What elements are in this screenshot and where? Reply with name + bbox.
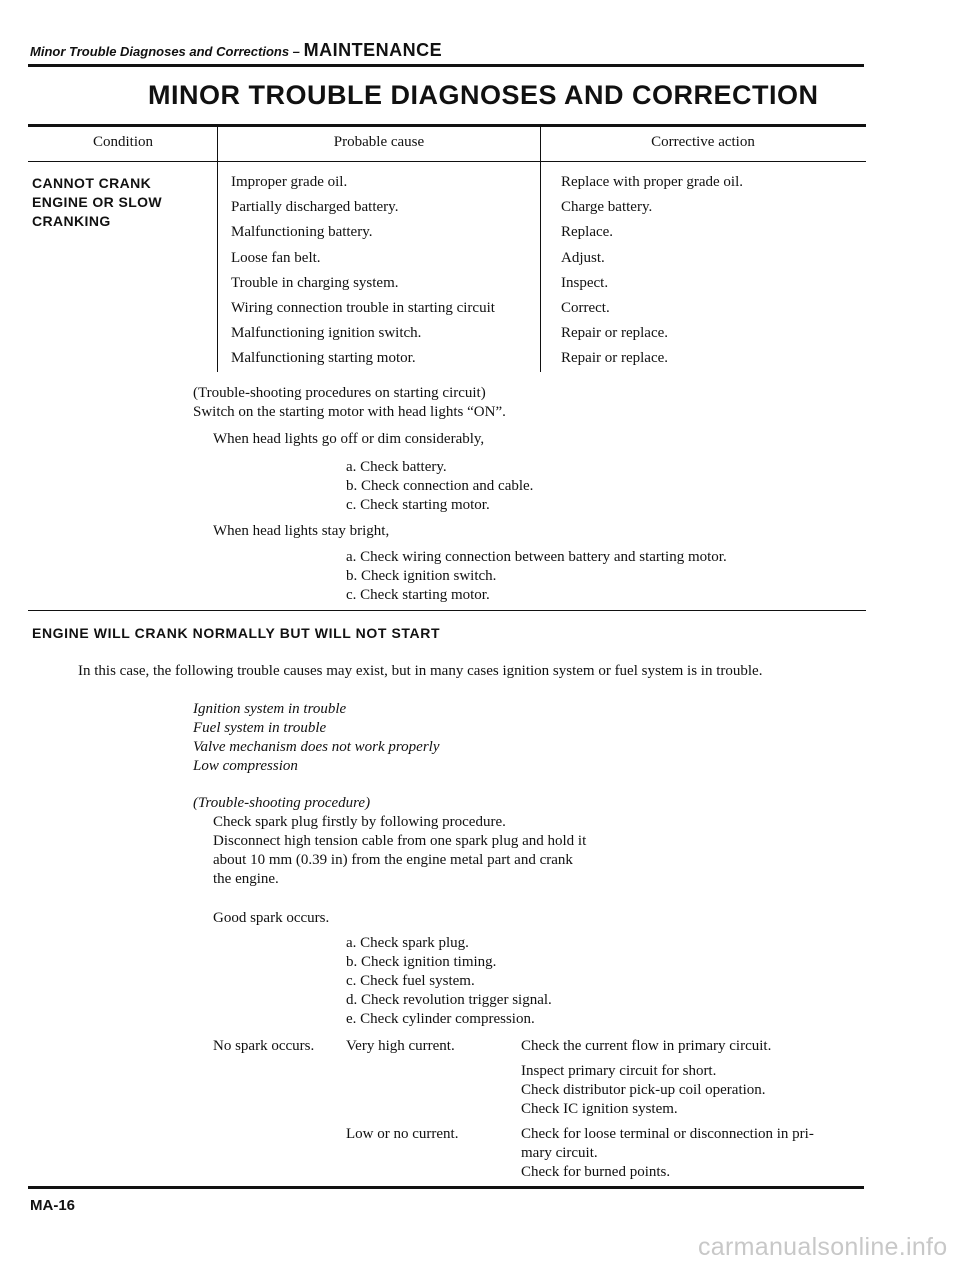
cause-cell: Malfunctioning starting motor. xyxy=(231,350,416,366)
procedure-heading: (Trouble-shooting procedures on starting circuit) xyxy=(193,385,486,401)
header-italic: Minor Trouble Diagnoses and Corrections – xyxy=(30,44,300,59)
check-item: a. Check battery. xyxy=(346,459,447,475)
cause-item: Fuel system in trouble xyxy=(193,720,327,736)
low-current-label: Low or no current. xyxy=(346,1126,459,1142)
section-heading: ENGINE WILL CRANK NORMALLY BUT WILL NOT START xyxy=(32,625,441,641)
check-item: c. Check starting motor. xyxy=(346,497,490,513)
action-cell: Replace with proper grade oil. xyxy=(561,174,744,190)
action-line: Check for burned points. xyxy=(521,1164,671,1180)
header-rule xyxy=(28,64,864,67)
table-head-rule xyxy=(28,161,866,162)
procedure-line: Check spark plug firstly by following procedure. xyxy=(213,814,506,830)
action-cell: Charge battery. xyxy=(561,199,653,215)
dim-label: When head lights go off or dim considerably, xyxy=(213,431,485,447)
cause-cell: Partially discharged battery. xyxy=(231,199,399,215)
action-cell: Inspect. xyxy=(561,275,609,291)
action-line: Check distributor pick-up coil operation. xyxy=(521,1082,766,1098)
check-item: c. Check starting motor. xyxy=(346,587,490,603)
action-cell: Repair or replace. xyxy=(561,350,669,366)
section-rule xyxy=(28,610,866,611)
watermark: carmanualsonline.info xyxy=(698,1233,948,1261)
procedure-line: the engine. xyxy=(213,871,279,887)
procedure-line: about 10 mm (0.39 in) from the engine metal part and crank xyxy=(213,852,573,868)
check-item: c. Check fuel system. xyxy=(346,973,475,989)
action-line: Check for loose terminal or disconnection in pri- xyxy=(521,1126,814,1142)
no-spark-label: No spark occurs. xyxy=(213,1038,315,1054)
check-item: d. Check revolution trigger signal. xyxy=(346,992,552,1008)
action-line: Inspect primary circuit for short. xyxy=(521,1063,717,1079)
page-number: MA-16 xyxy=(30,1197,76,1214)
condition-line: ENGINE OR SLOW xyxy=(32,194,163,210)
action-cell: Repair or replace. xyxy=(561,325,669,341)
cause-cell: Improper grade oil. xyxy=(231,174,348,190)
procedure-intro: Switch on the starting motor with head lights “ON”. xyxy=(193,404,506,420)
check-item: e. Check cylinder compression. xyxy=(346,1011,535,1027)
action-cell: Replace. xyxy=(561,224,614,240)
action-line: mary circuit. xyxy=(521,1145,598,1161)
cause-item: Valve mechanism does not work properly xyxy=(193,739,440,755)
col-head-condition: Condition xyxy=(92,134,153,150)
very-high-label: Very high current. xyxy=(346,1038,455,1054)
page-title: MINOR TROUBLE DIAGNOSES AND CORRECTION xyxy=(148,80,819,110)
check-item: a. Check wiring connection between battery and starting motor. xyxy=(346,549,727,565)
cause-item: Low compression xyxy=(193,758,298,774)
footer-rule xyxy=(28,1186,864,1189)
procedure2-heading: (Trouble-shooting procedure) xyxy=(193,795,371,811)
section-intro: In this case, the following trouble causes may exist, but in many cases ignition system or fuel system is in trouble. xyxy=(78,663,763,679)
col-head-action: Corrective action xyxy=(651,134,755,150)
check-item: a. Check spark plug. xyxy=(346,935,469,951)
cause-cell: Trouble in charging system. xyxy=(231,275,399,291)
col-head-cause: Probable cause xyxy=(333,134,425,150)
action-line: Check the current flow in primary circuit. xyxy=(521,1038,772,1054)
cause-item: Ignition system in trouble xyxy=(193,701,347,717)
condition-line: CRANKING xyxy=(32,213,111,229)
cause-cell: Malfunctioning battery. xyxy=(231,224,373,240)
cause-cell: Wiring connection trouble in starting circuit xyxy=(231,300,495,316)
bright-label: When head lights stay bright, xyxy=(213,523,390,539)
condition-line: CANNOT CRANK xyxy=(32,175,152,191)
header-main: MAINTENANCE xyxy=(303,40,443,60)
good-spark-label: Good spark occurs. xyxy=(213,910,330,926)
check-item: b. Check connection and cable. xyxy=(346,478,534,494)
table-vline-1 xyxy=(217,124,218,372)
procedure-line: Disconnect high tension cable from one spark plug and hold it xyxy=(213,833,587,849)
action-cell: Correct. xyxy=(561,300,610,316)
cause-cell: Malfunctioning ignition switch. xyxy=(231,325,422,341)
table-top-rule xyxy=(28,124,866,127)
check-item: b. Check ignition timing. xyxy=(346,954,497,970)
running-header xyxy=(30,40,442,61)
condition-cell xyxy=(32,174,162,231)
check-item: b. Check ignition switch. xyxy=(346,568,497,584)
cause-cell: Loose fan belt. xyxy=(231,250,321,266)
action-line: Check IC ignition system. xyxy=(521,1101,678,1117)
table-vline-2 xyxy=(540,124,541,372)
action-cell: Adjust. xyxy=(561,250,605,266)
